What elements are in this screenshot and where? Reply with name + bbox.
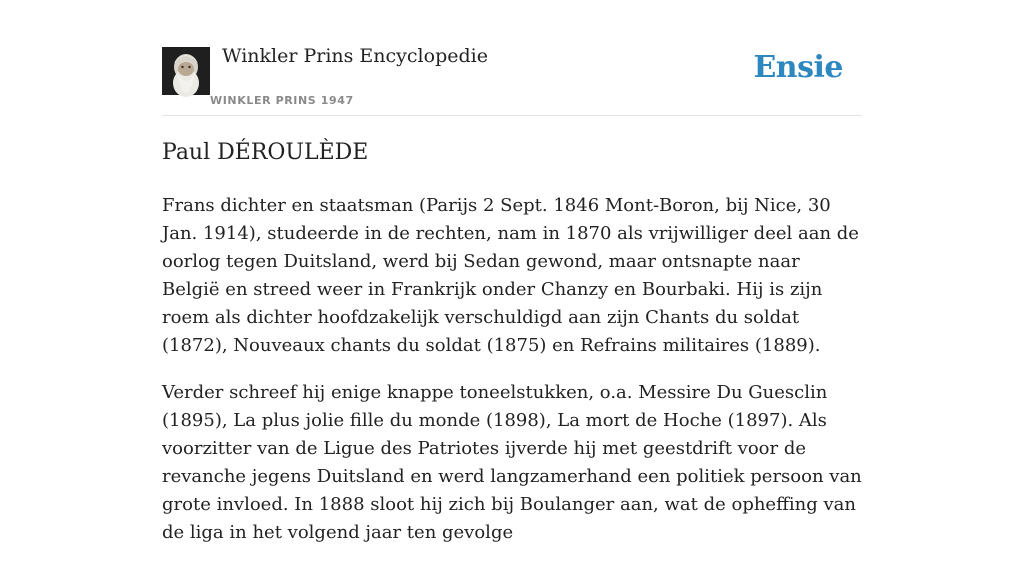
- avatar[interactable]: [162, 47, 210, 95]
- paragraph: Frans dichter en staatsman (Parijs 2 Sept. 1846 Mont-Boron, bij Nice, 30 Jan. 1914), studeerde in de rechten, nam in 1870 als vrijwilliger deel aan de oorlog tegen Duitsland, werd bij Sedan gewond, maar ontsnapte naar België en streed weer in Frankrijk onder Chanzy en Bourbaki. Hij is zijn roem als dichter hoofdzakelijk verschuldigd aan zijn Chants du soldat (1872), Nouveaux chants du soldat (1875) en Refrains militaires (1889).: [162, 195, 859, 356]
- article-body: [162, 192, 862, 566]
- site-subtitle: WINKLER PRINS 1947: [210, 94, 354, 107]
- bearded-man-portrait-icon: [162, 47, 210, 95]
- site-name[interactable]: Winkler Prins Encyclopedie: [222, 45, 488, 67]
- brand-logo[interactable]: Ensie: [753, 50, 843, 85]
- header: [162, 0, 862, 116]
- article-title: Paul DÉROULÈDE: [162, 140, 369, 165]
- paragraph: Verder schreef hij enige knappe toneelstukken, o.a. Messire Du Guesclin (1895), La plus jolie fille du monde (1898), La mort de Hoche (1897). Als voorzitter van de Ligue des Patriotes ijverde hij met geestdrift voor de revanche jegens Duitsland en werd langzamerhand een politiek persoon van grote invloed. In 1888 sloot hij zich bij Boulanger aan, wat de opheffing van de liga in het volgend jaar ten gevolge: [162, 382, 862, 543]
